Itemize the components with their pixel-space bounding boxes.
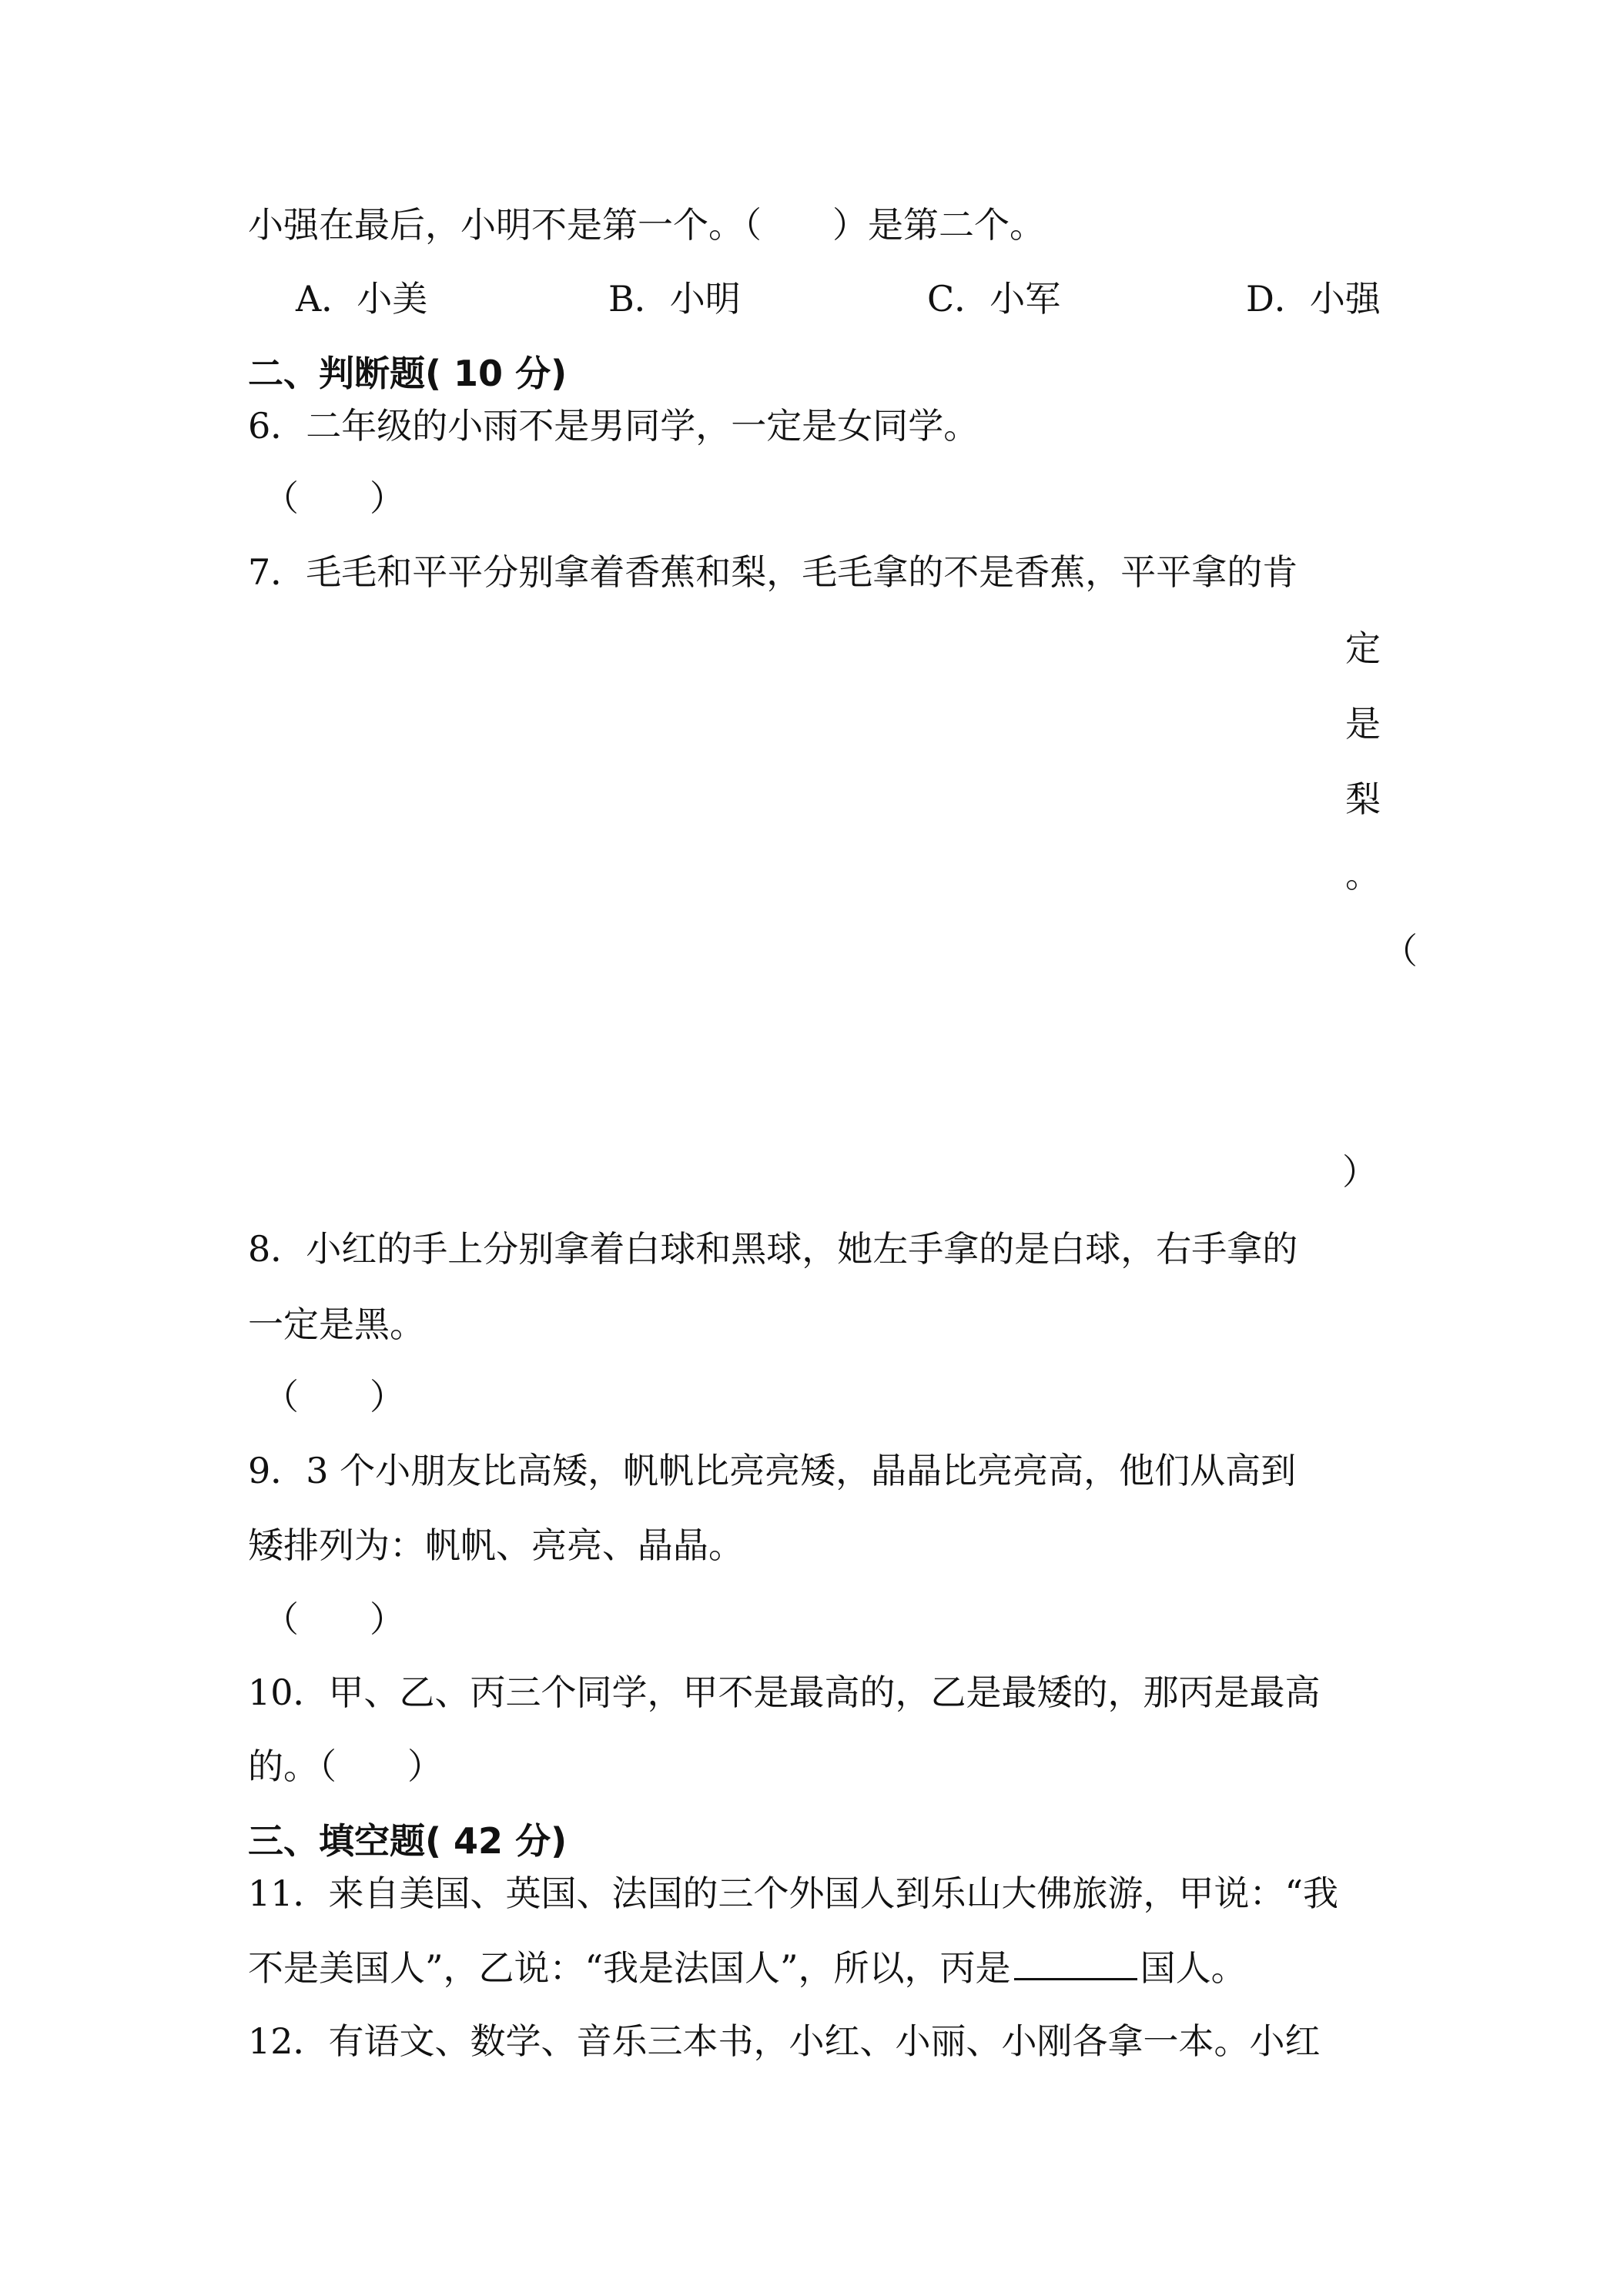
q7-char-3: 梨 [1345,778,1381,820]
q10-text-line1: 10．甲、乙、丙三个同学，甲不是最高的，乙是最矮的，那丙是最高 [248,1672,1321,1713]
q7-answer-close-paren[interactable]: ） [1342,1151,1378,1193]
q7-char-2: 是 [1345,703,1381,745]
section3-heading: 三、填空题( 42 分) [248,1820,568,1862]
q5-option-c[interactable]: C．小军 [927,278,1061,320]
q9-text-line2: 矮排列为：帆帆、亮亮、晶晶。 [248,1525,744,1566]
q8-answer-blank[interactable]: （ ） [263,1376,405,1417]
q11-text-line1: 11．来自美国、英国、法国的三个外国人到乐山大佛旅游，甲说：“我 [248,1873,1339,1914]
q8-text-line2: 一定是黑。 [248,1304,425,1345]
q11-text-line2 [248,1944,1247,1991]
q5-option-b[interactable]: B．小明 [608,278,741,320]
q7-char-4: 。 [1345,854,1381,895]
q9-answer-blank[interactable]: （ ） [263,1598,405,1640]
q12-text-line1: 12．有语文、数学、音乐三本书，小红、小丽、小刚各拿一本。小红 [248,2020,1321,2062]
q8-text-line1: 8．小红的手上分别拿着白球和黑球，她左手拿的是白球，右手拿的 [248,1228,1298,1270]
q5-text-tail: 小强在最后，小明不是第一个。（ ）是第二个。 [248,204,1045,246]
q11-text-after-blank: 国人。 [1140,1947,1247,1989]
q11-fill-blank[interactable] [1014,1944,1137,1980]
q6-answer-blank[interactable]: （ ） [263,477,405,519]
q7-text: 7．毛毛和平平分别拿着香蕉和梨，毛毛拿的不是香蕉，平平拿的肯 [248,551,1298,593]
q10-text-line2: 的。（ ） [248,1745,443,1787]
q6-text: 6．二年级的小雨不是男同学，一定是女同学。 [248,405,979,447]
q9-text-line1: 9．3 个小朋友比高矮，帆帆比亮亮矮，晶晶比亮亮高，他们从高到 [248,1450,1297,1491]
q7-answer-open-paren[interactable]: （ [1382,930,1418,972]
q5-option-d[interactable]: D．小强 [1246,278,1381,320]
q7-char-1: 定 [1345,628,1381,669]
section2-heading: 二、判断题( 10 分) [248,353,568,394]
q5-option-a[interactable]: A．小美 [296,278,428,320]
q11-text-before-blank: 不是美国人”，乙说：“我是法国人”，所以，丙是 [248,1947,1011,1989]
